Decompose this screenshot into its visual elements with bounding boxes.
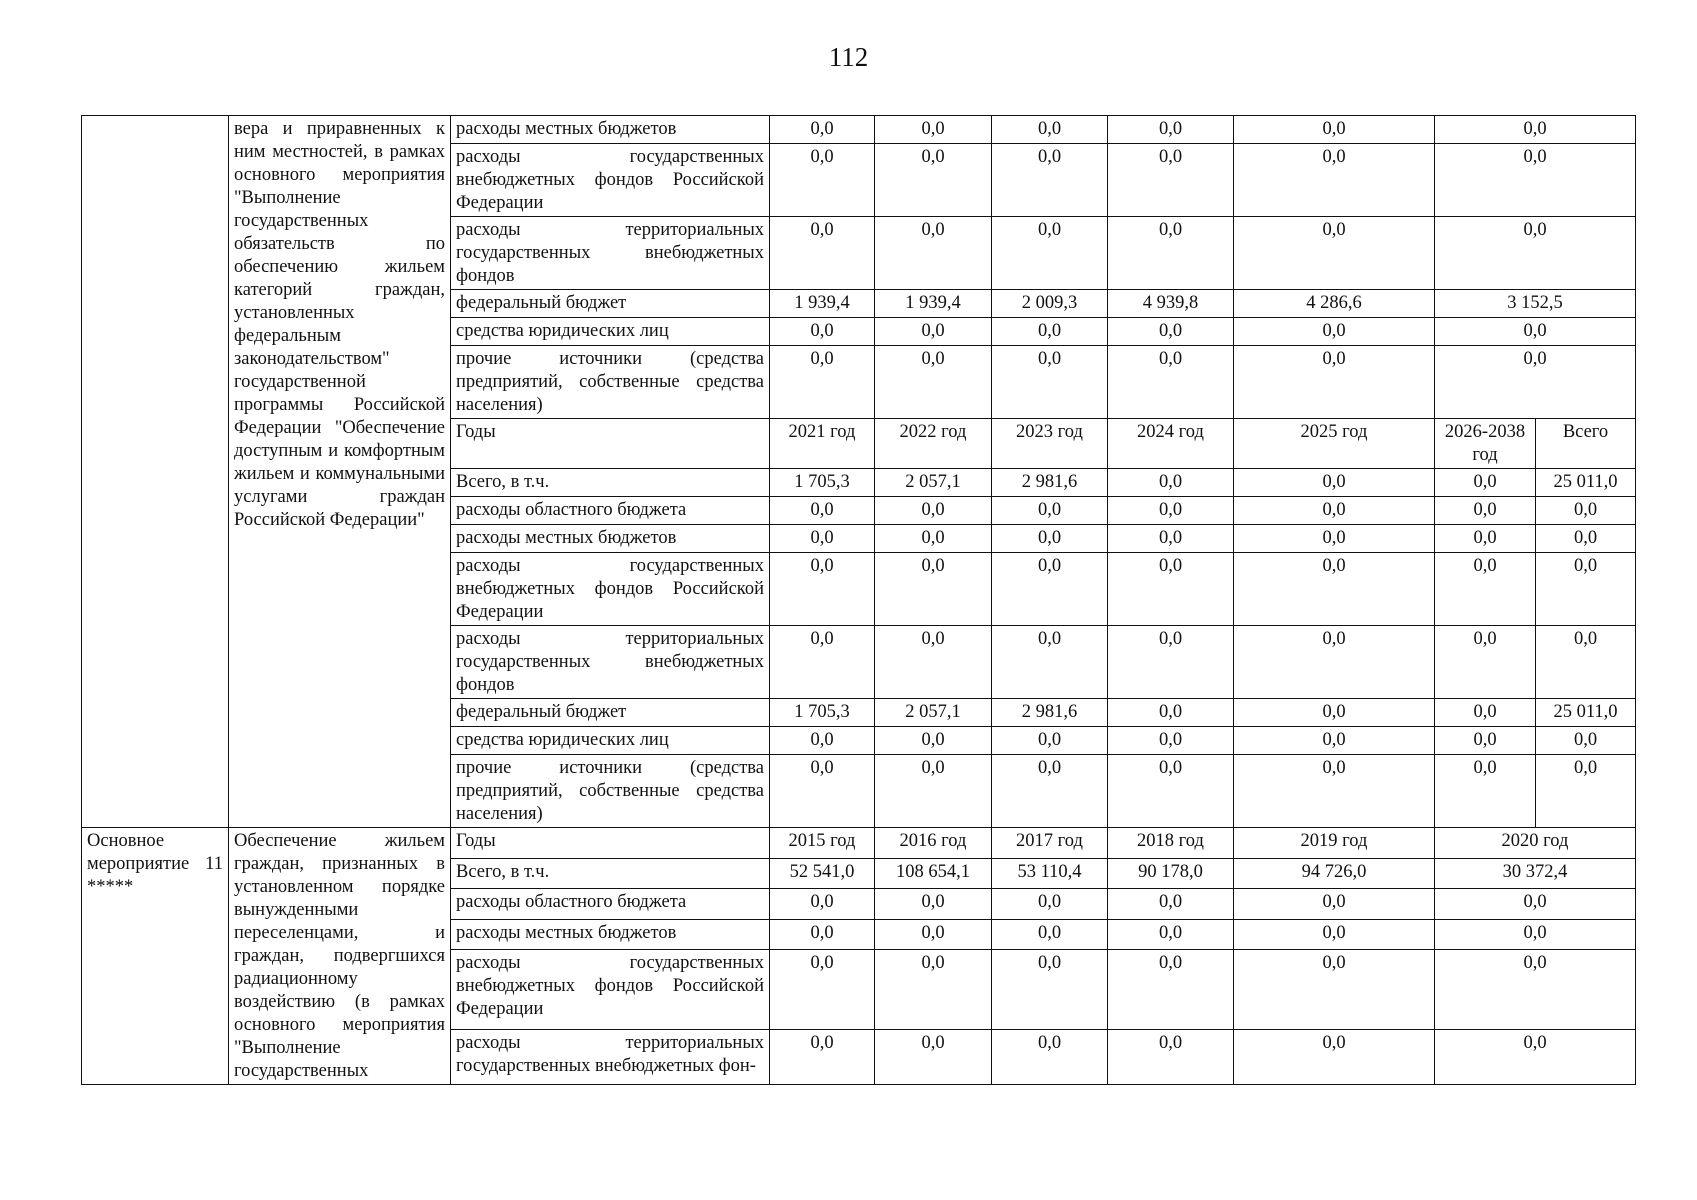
funding-value: 0,0: [1234, 497, 1435, 525]
year-header: 2020 год: [1435, 828, 1636, 859]
funding-value: 0,0: [1435, 469, 1536, 497]
funding-value: 0,0: [992, 497, 1108, 525]
funding-value: 0,0: [770, 626, 875, 699]
funding-value: 0,0: [1536, 525, 1636, 553]
funding-value: 0,0: [875, 525, 992, 553]
funding-value: 0,0: [875, 1030, 992, 1085]
funding-value: 0,0: [770, 553, 875, 626]
funding-value: 0,0: [1435, 889, 1636, 920]
funding-source-label: расходы государственных внебюджетных фондов Российской Федерации: [451, 950, 770, 1030]
funding-value: 0,0: [1108, 469, 1234, 497]
funding-value: 1 705,3: [770, 699, 875, 727]
funding-source-label: расходы областного бюджета: [451, 889, 770, 920]
funding-value: 0,0: [992, 525, 1108, 553]
funding-value: 0,0: [1234, 116, 1435, 144]
years-header-label: Годы: [451, 828, 770, 859]
funding-value: 0,0: [1435, 755, 1536, 828]
funding-source-label: прочие источники (средства предприятий, собственные средства населения): [451, 346, 770, 419]
funding-value: 30 372,4: [1435, 858, 1636, 889]
funding-value: 0,0: [875, 889, 992, 920]
funding-value: 0,0: [770, 525, 875, 553]
funding-value: 0,0: [1435, 1030, 1636, 1085]
funding-value: 0,0: [875, 755, 992, 828]
funding-value: 0,0: [1536, 727, 1636, 755]
table-row: [82, 116, 1636, 144]
funding-value: 0,0: [1108, 217, 1234, 290]
funding-value: 0,0: [1108, 144, 1234, 217]
funding-value: 0,0: [1108, 1030, 1234, 1085]
funding-value: 0,0: [992, 755, 1108, 828]
funding-value: 0,0: [875, 144, 992, 217]
funding-value: 1 705,3: [770, 469, 875, 497]
funding-value: 2 009,3: [992, 290, 1108, 318]
funding-source-label: федеральный бюджет: [451, 290, 770, 318]
funding-value: 4 939,8: [1108, 290, 1234, 318]
funding-value: 0,0: [875, 727, 992, 755]
funding-value: 52 541,0: [770, 858, 875, 889]
funding-value: 0,0: [1108, 727, 1234, 755]
funding-value: 0,0: [992, 727, 1108, 755]
funding-value: 0,0: [770, 116, 875, 144]
funding-value: 0,0: [1234, 626, 1435, 699]
funding-value: 0,0: [1536, 553, 1636, 626]
funding-value: 0,0: [1435, 525, 1536, 553]
funding-value: 0,0: [770, 755, 875, 828]
funding-value: 0,0: [1435, 346, 1636, 419]
funding-value: 0,0: [1435, 950, 1636, 1030]
funding-value: 0,0: [1234, 889, 1435, 920]
funding-value: 1 939,4: [770, 290, 875, 318]
funding-source-label: расходы территориальных государственных внебюджетных фондов: [451, 217, 770, 290]
funding-value: 0,0: [770, 1030, 875, 1085]
funding-value: 0,0: [1234, 1030, 1435, 1085]
funding-value: 2 981,6: [992, 699, 1108, 727]
funding-value: 0,0: [1108, 950, 1234, 1030]
funding-value: 0,0: [1536, 497, 1636, 525]
funding-value: 0,0: [992, 626, 1108, 699]
funding-value: 0,0: [1234, 727, 1435, 755]
funding-value: 25 011,0: [1536, 699, 1636, 727]
funding-value: 0,0: [1435, 144, 1636, 217]
year-header: 2017 год: [992, 828, 1108, 859]
funding-source-label: Всего, в т.ч.: [451, 469, 770, 497]
year-header: 2015 год: [770, 828, 875, 859]
funding-value: 0,0: [770, 144, 875, 217]
funding-value: 0,0: [992, 217, 1108, 290]
funding-value: 0,0: [875, 116, 992, 144]
funding-value: 2 057,1: [875, 699, 992, 727]
funding-source-label: прочие источники (средства предприятий, собственные средства населения): [451, 755, 770, 828]
funding-source-label: расходы областного бюджета: [451, 497, 770, 525]
funding-value: 0,0: [1435, 116, 1636, 144]
measure-name-cell: [82, 116, 229, 828]
funding-value: 0,0: [770, 346, 875, 419]
funding-value: 0,0: [1108, 755, 1234, 828]
year-header: 2022 год: [875, 419, 992, 469]
measure-description-cell: вера и приравненных к ним местностей, в рамках основного мероприятия "Выполнение государственных обязательств по обеспечению жильем категорий граждан, установленных федеральным законодательством" государственной программы Российской Федерации "Обеспечение доступным и комфортным жильем и коммунальными услугами граждан Российской Федерации": [229, 116, 451, 828]
funding-value: 0,0: [770, 889, 875, 920]
year-header: 2019 год: [1234, 828, 1435, 859]
funding-value: 0,0: [1234, 469, 1435, 497]
funding-value: 108 654,1: [875, 858, 992, 889]
funding-source-label: средства юридических лиц: [451, 727, 770, 755]
funding-value: 0,0: [992, 919, 1108, 950]
funding-value: 0,0: [1536, 755, 1636, 828]
year-header: 2025 год: [1234, 419, 1435, 469]
funding-source-label: расходы местных бюджетов: [451, 919, 770, 950]
funding-value: 0,0: [1234, 144, 1435, 217]
funding-value: 0,0: [1435, 919, 1636, 950]
funding-value: 0,0: [1108, 919, 1234, 950]
funding-value: 0,0: [875, 217, 992, 290]
funding-value: 90 178,0: [1108, 858, 1234, 889]
funding-value: 3 152,5: [1435, 290, 1636, 318]
funding-value: 0,0: [875, 318, 992, 346]
funding-value: 53 110,4: [992, 858, 1108, 889]
year-header: 2016 год: [875, 828, 992, 859]
funding-value: 0,0: [992, 889, 1108, 920]
funding-value: 0,0: [992, 1030, 1108, 1085]
funding-value: 0,0: [1108, 889, 1234, 920]
table-row: [82, 828, 1636, 859]
funding-value: 0,0: [1234, 318, 1435, 346]
funding-value: 94 726,0: [1234, 858, 1435, 889]
funding-value: 0,0: [1435, 217, 1636, 290]
funding-value: 0,0: [875, 626, 992, 699]
funding-value: 0,0: [1536, 626, 1636, 699]
funding-value: 0,0: [1435, 727, 1536, 755]
funding-value: 0,0: [875, 497, 992, 525]
funding-source-label: Всего, в т.ч.: [451, 858, 770, 889]
funding-value: 0,0: [1234, 755, 1435, 828]
funding-value: 0,0: [770, 727, 875, 755]
funding-value: 1 939,4: [875, 290, 992, 318]
funding-value: 0,0: [1435, 497, 1536, 525]
funding-value: 0,0: [770, 318, 875, 346]
funding-value: 0,0: [1108, 626, 1234, 699]
funding-value: 0,0: [1234, 346, 1435, 419]
funding-value: 0,0: [992, 553, 1108, 626]
funding-value: 0,0: [1234, 699, 1435, 727]
funding-source-label: расходы территориальных государственных внебюджетных фон-: [451, 1030, 770, 1085]
funding-value: 0,0: [1108, 116, 1234, 144]
funding-value: 0,0: [1108, 553, 1234, 626]
funding-value: 0,0: [1234, 919, 1435, 950]
funding-value: 0,0: [1108, 318, 1234, 346]
table-body: [82, 116, 1636, 1085]
funding-value: 0,0: [992, 950, 1108, 1030]
page-number: 112: [828, 42, 869, 72]
funding-value: 0,0: [1435, 318, 1636, 346]
funding-value: 0,0: [1435, 553, 1536, 626]
funding-value: 0,0: [1435, 626, 1536, 699]
funding-value: 25 011,0: [1536, 469, 1636, 497]
funding-source-label: расходы местных бюджетов: [451, 116, 770, 144]
funding-source-label: расходы государственных внебюджетных фондов Российской Федерации: [451, 144, 770, 217]
funding-value: 0,0: [875, 950, 992, 1030]
funding-value: 0,0: [875, 553, 992, 626]
funding-value: 0,0: [992, 346, 1108, 419]
funding-value: 0,0: [1108, 497, 1234, 525]
funding-value: 0,0: [770, 919, 875, 950]
funding-value: 0,0: [1108, 346, 1234, 419]
funding-value: 0,0: [992, 116, 1108, 144]
funding-value: 0,0: [770, 950, 875, 1030]
funding-value: 0,0: [1435, 699, 1536, 727]
funding-value: 0,0: [1234, 950, 1435, 1030]
funding-value: 0,0: [992, 318, 1108, 346]
funding-value: 0,0: [1234, 217, 1435, 290]
funding-value: 0,0: [1108, 699, 1234, 727]
measure-name-cell: Основное мероприятие 11 *****: [82, 828, 229, 1085]
funding-source-label: расходы местных бюджетов: [451, 525, 770, 553]
year-header: 2018 год: [1108, 828, 1234, 859]
funding-source-label: расходы государственных внебюджетных фондов Российской Федерации: [451, 553, 770, 626]
funding-value: 0,0: [1234, 525, 1435, 553]
funding-value: 0,0: [992, 144, 1108, 217]
funding-value: 0,0: [1108, 525, 1234, 553]
funding-value: 2 057,1: [875, 469, 992, 497]
funding-source-label: расходы территориальных государственных внебюджетных фондов: [451, 626, 770, 699]
year-header: 2026-2038 год: [1435, 419, 1536, 469]
funding-source-label: средства юридических лиц: [451, 318, 770, 346]
funding-value: 0,0: [1234, 553, 1435, 626]
year-header: 2023 год: [992, 419, 1108, 469]
funding-value: 0,0: [875, 346, 992, 419]
year-header: 2024 год: [1108, 419, 1234, 469]
year-header: Всего: [1536, 419, 1636, 469]
funding-value: 2 981,6: [992, 469, 1108, 497]
program-funding-table: [81, 115, 1636, 1085]
funding-value: 0,0: [770, 497, 875, 525]
funding-value: 0,0: [875, 919, 992, 950]
years-header-label: Годы: [451, 419, 770, 469]
year-header: 2021 год: [770, 419, 875, 469]
funding-value: 0,0: [770, 217, 875, 290]
funding-value: 4 286,6: [1234, 290, 1435, 318]
measure-description-cell: Обеспечение жильем граждан, признанных в установленном порядке вынужденными переселенцами, и граждан, подвергшихся радиационному воздействию (в рамках основного мероприятия "Выполнение государственных: [229, 828, 451, 1085]
funding-source-label: федеральный бюджет: [451, 699, 770, 727]
